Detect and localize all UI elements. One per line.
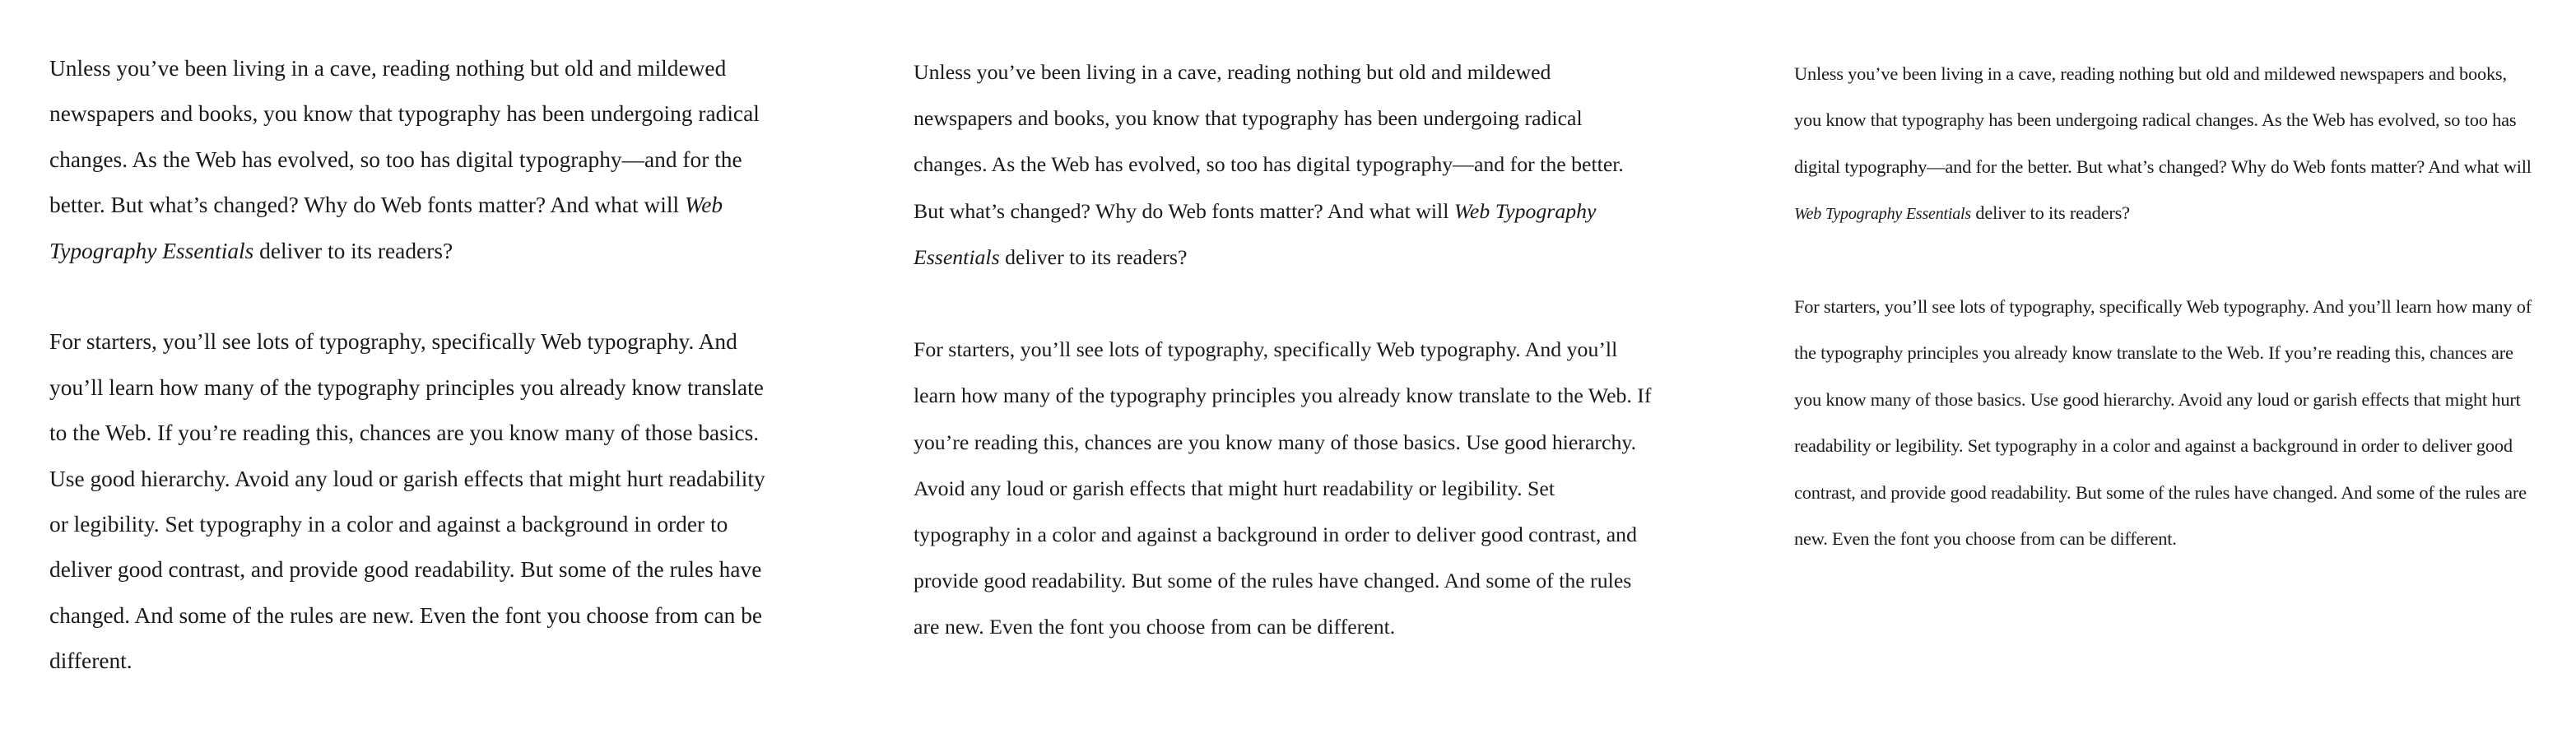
intro-paragraph [1794, 51, 2535, 238]
book-title: Web Typography Essentials [1794, 205, 1971, 224]
intro-paragraph [914, 49, 1654, 281]
intro-text: Unless you’ve been living in a cave, reading nothing but old and mildewed newspapers and books, you know that typography has been undergoing radical changes. As the Web has evolved, so too has digital typography—and for the better. But what’s changed? Why do Web fonts matter? And what will [1794, 63, 2532, 177]
text-column-large [49, 46, 774, 685]
book-title: Web Typography Essentials [49, 193, 723, 263]
intro-text-end: deliver to its readers? [999, 244, 1188, 269]
intro-text-end: deliver to its readers? [1971, 202, 2130, 224]
body-paragraph: For starters, you’ll see lots of typography, specifically Web typography. And you’ll learn how many of the typography principles you already know translate to the Web. If you’re reading this, chances are you know many of those basics. Use good hierarchy. Avoid any loud or garish effects that might hurt readability or legibility. Set typography in a color and against a background in order to deliver good contrast, and provide good readability. But some of the rules have changed. And some of the rules are new. Even the font you choose from can be different. [914, 337, 1652, 639]
intro-paragraph [49, 46, 774, 274]
body-paragraph: For starters, you’ll see lots of typography, specifically Web typography. And you’ll learn how many of the typography principles you already know translate to the Web. If you’re reading this, chances are you know many of those basics. Use good hierarchy. Avoid any loud or garish effects that might hurt readability or legibility. Set typography in a color and against a background in order to deliver good contrast, and provide good readability. But some of the rules have changed. And some of the rules are new. Even the font you choose from can be different. [1794, 296, 2532, 550]
text-column-medium [914, 49, 1654, 651]
book-title: Web Typography Essentials [914, 198, 1597, 269]
body-paragraph: For starters, you’ll see lots of typography, specifically Web typography. And you’ll learn how many of the typography principles you already know translate to the Web. If you’re reading this, chances are you know many of those basics. Use good hierarchy. Avoid any loud or garish effects that might hurt readability or legibility. Set typography in a color and against a background in order to deliver good contrast, and provide good readability. But some of the rules have changed. And some of the rules are new. Even the font you choose from can be different. [49, 329, 765, 674]
intro-text: Unless you’ve been living in a cave, reading nothing but old and mildewed newspapers and books, you know that typography has been undergoing radical changes. As the Web has evolved, so too has digital typography—and for the better. But what’s changed? Why do Web fonts matter? And what will [914, 60, 1624, 223]
intro-text: Unless you’ve been living in a cave, reading nothing but old and mildewed newspapers and books, you know that typography has been undergoing radical changes. As the Web has evolved, so too has digital typography—and for the better. But what’s changed? Why do Web fonts matter? And what will [49, 56, 760, 218]
text-column-small [1794, 51, 2535, 562]
intro-text-end: deliver to its readers? [253, 238, 453, 263]
